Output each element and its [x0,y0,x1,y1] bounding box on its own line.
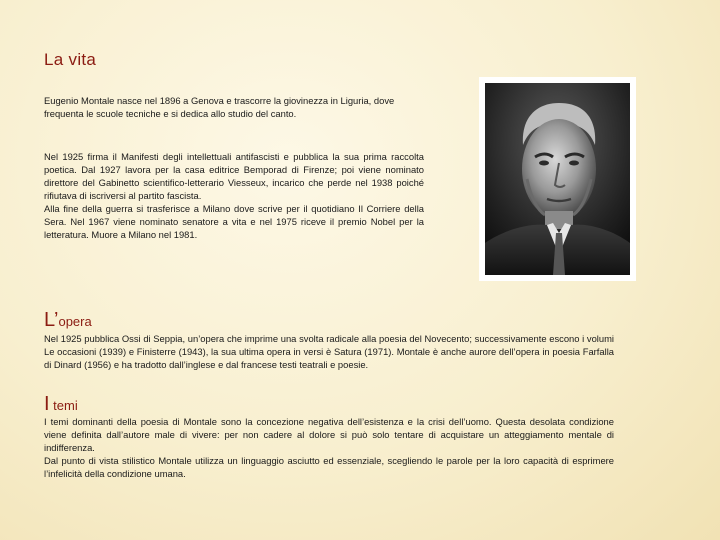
temi-paragraph-style-text: Dal punto di vista stilistico Montale utilizza un linguaggio asciutto ed essenziale, scegliendo le parole per la loro capacità di esprimere l’infelicità della condizione umana. [44,455,614,479]
portrait-photo [479,77,636,281]
temi-paragraph-themes-text: I temi dominanti della poesia di Montale sono la concezione negativa dell’esistenza e la crisi dell’uomo. Questa desolata condizione viene definita dall’autore male di vivere: per non cadere al dolore si può solo tentare di acquistare un atteggiamento mentale di indifferenza. [44,416,614,453]
section-title-opera-rest: opera [58,314,92,329]
section-title-opera [44,305,92,333]
vita-paragraph-career-text: Nel 1925 firma il Manifesti degli intellettuali antifascisti e pubblica la sua prima raccolta poetica. Dal 1927 lavora per la casa editrice Bemporad di Firenze; poi viene nominato direttore del Gabinetto scientifico-letterario Viesseux, incarico che perde nel 1938 poiché rifiutava di iscriversi al partito fascista. [44,151,424,201]
section-title-temi [44,389,78,417]
vita-paragraph-career [44,150,424,241]
vita-paragraph-birth: Eugenio Montale nasce nel 1896 a Genova e trascorre la giovinezza in Liguria, dove frequenta le scuole tecniche e si dedica allo studio del canto. [44,95,395,119]
temi-paragraph [44,415,614,480]
section-title-temi-rest: temi [49,398,78,413]
section-title-temi-cap: I [44,393,50,415]
opera-paragraph: Nel 1925 pubblica Ossi di Seppia, un’opera che imprime una svolta radicale alla poesia del Novecento; successivamente escono i volumi Le occasioni (1939) e Finisterre (1943), la sua ultima opera in versi è Satura (1971). Montale è anche aurore dell’opera in poesia Farfalla di Dinard (1956) e ha tradotto dall’inglese e dal francese testi teatrali e poesie. [44,333,614,370]
page-title: La vita [44,50,97,69]
vita-paragraph-late-life-text: Alla fine della guerra si trasferisce a Milano dove scrive per il quotidiano Il Corriere della Sera. Nel 1967 viene nominato senatore a vita e nel 1975 riceve il premio Nobel per la letteratura. Muore a Milano nel 1981. [44,203,424,240]
section-title-opera-cap: L’ [44,309,59,331]
portrait-image [485,83,630,275]
